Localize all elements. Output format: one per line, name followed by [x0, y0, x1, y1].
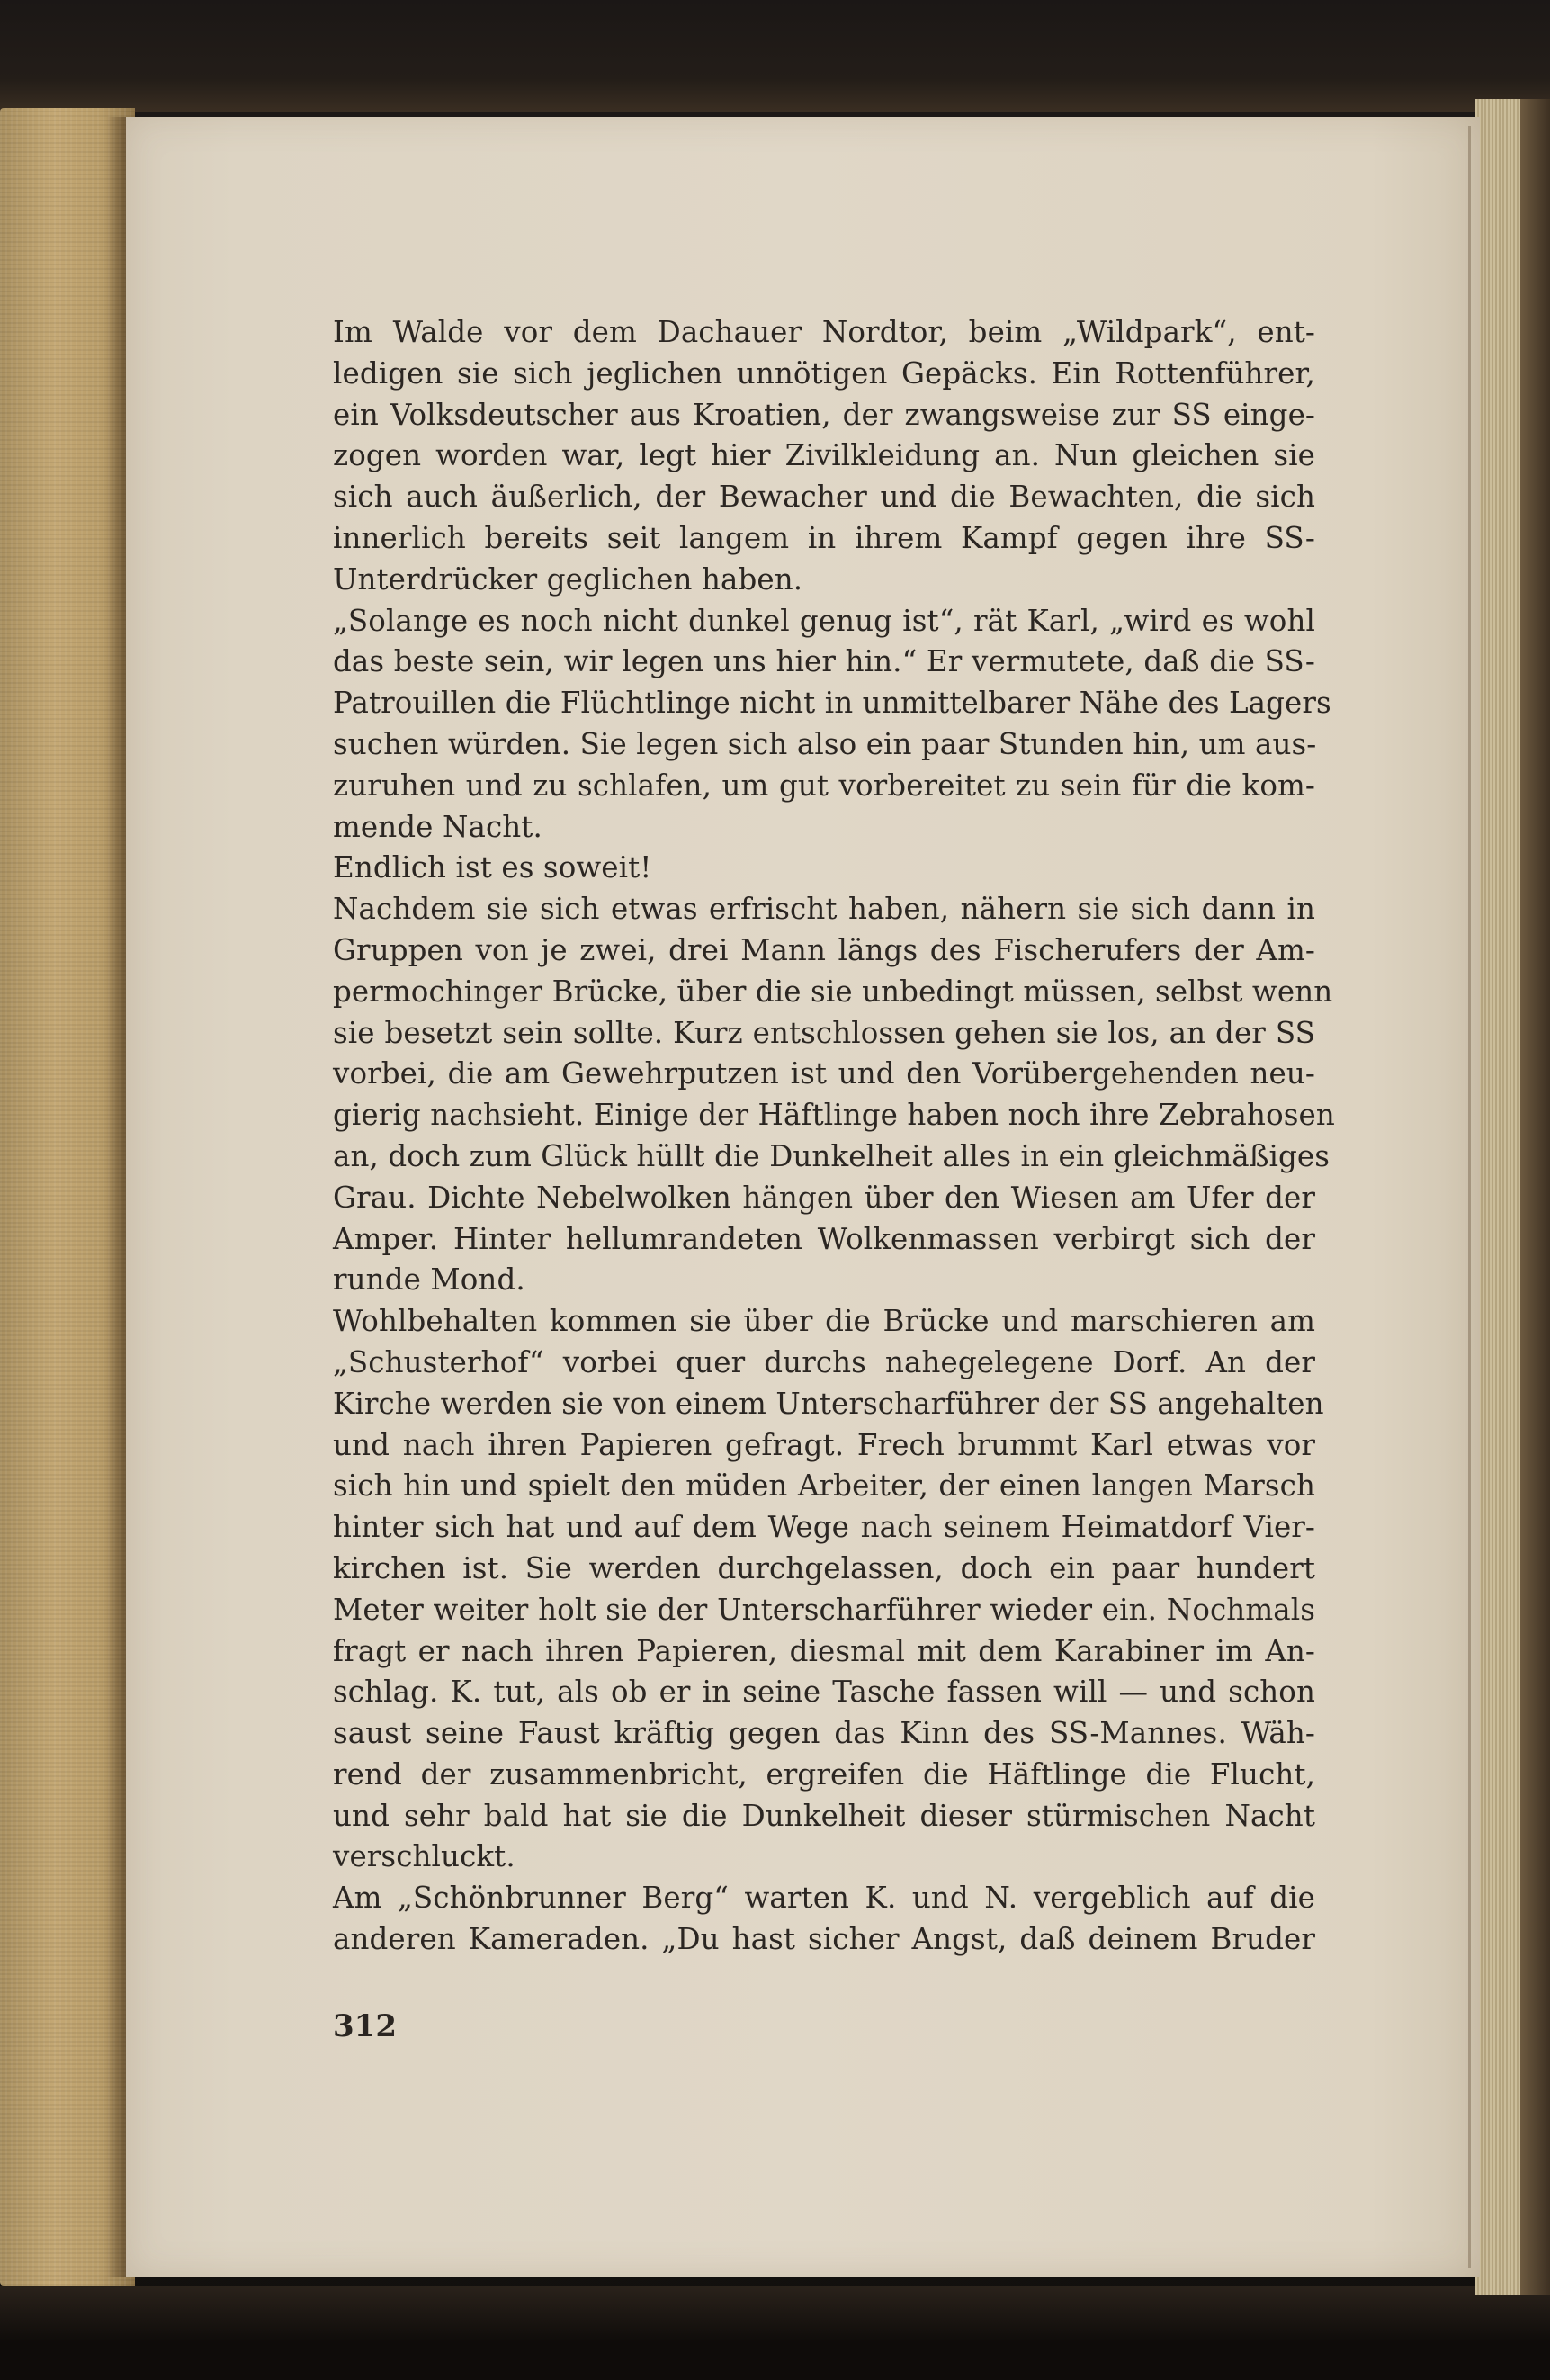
text-line: zogen worden war, legt hier Zivilkleidung an. Nun gleichen sie: [333, 438, 1315, 473]
text-line: Amper. Hinter hellumrandeten Wolkenmassen verbirgt sich der: [333, 1221, 1315, 1256]
top-shadow: [0, 0, 1550, 112]
text-line: ledigen sie sich jeglichen unnötigen Gepäcks. Ein Rottenführer,: [333, 355, 1315, 391]
text-line: mende Nacht.: [333, 809, 542, 844]
text-line: gierig nachsieht. Einige der Häftlinge haben noch ihre Zebrahosen: [333, 1098, 1335, 1133]
text-line: zuruhen und zu schlafen, um gut vorbereitet zu sein für die kom-: [333, 768, 1315, 803]
spine-shadow: [106, 117, 126, 2277]
book-cover-right-edge: [1520, 99, 1550, 2295]
text-line: sich auch äußerlich, der Bewacher und die Bewachten, die sich: [333, 480, 1315, 515]
text-line: Unterdrücker geglichen haben.: [333, 561, 803, 597]
text-line: fragt er nach ihren Papieren, diesmal mit dem Karabiner im An-: [333, 1633, 1315, 1668]
text-line: ein Volksdeutscher aus Kroatien, der zwangsweise zur SS einge-: [333, 397, 1315, 432]
text-line: „Schusterhof“ vorbei quer durchs nahegelegene Dorf. An der: [333, 1344, 1315, 1379]
text-line: saust seine Faust kräftig gegen das Kinn des SS-Mannes. Wäh-: [333, 1716, 1315, 1751]
text-line: sich hin und spielt den müden Arbeiter, der einen langen Marsch: [333, 1468, 1315, 1504]
text-line: innerlich bereits seit langem in ihrem Kampf gegen ihre SS-: [333, 520, 1315, 555]
text-line: an, doch zum Glück hüllt die Dunkelheit alles in ein gleichmäßiges: [333, 1138, 1330, 1173]
text-line: Grau. Dichte Nebelwolken hängen über den Wiesen am Ufer der: [333, 1180, 1315, 1215]
page-edge-line: [1468, 126, 1471, 2268]
text-line: Meter weiter holt sie der Unterscharführer wieder ein. Nochmals: [333, 1592, 1315, 1627]
text-line: permochinger Brücke, über die sie unbedingt müssen, selbst wenn: [333, 974, 1333, 1009]
page-number: 312: [333, 2008, 397, 2044]
text-line: „Solange es noch nicht dunkel genug ist“, rät Karl, „wird es wohl: [333, 603, 1315, 638]
text-line: hinter sich hat und auf dem Wege nach seinem Heimatdorf Vier-: [333, 1510, 1315, 1545]
text-line: Im Walde vor dem Dachauer Nordtor, beim „Wildpark“, ent-: [333, 315, 1315, 349]
text-line: Am „Schönbrunner Berg“ warten K. und N. vergeblich auf die: [333, 1881, 1315, 1916]
text-line: Wohlbehalten kommen sie über die Brücke und marschieren am: [333, 1304, 1315, 1339]
text-line: vorbei, die am Gewehrputzen ist und den Vorübergehenden neu-: [333, 1056, 1315, 1091]
text-line: rend der zusammenbricht, ergreifen die Häftlinge die Flucht,: [333, 1756, 1315, 1792]
text-line: Nachdem sie sich etwas erfrischt haben, nähern sie sich dann in: [333, 892, 1315, 927]
text-line: kirchen ist. Sie werden durchgelassen, doch ein paar hundert: [333, 1550, 1315, 1585]
text-line: runde Mond.: [333, 1262, 525, 1298]
text-line: Kirche werden sie von einem Unterscharführer der SS angehalten: [333, 1386, 1324, 1421]
text-line: sie besetzt sein sollte. Kurz entschlossen gehen sie los, an der SS: [333, 1015, 1315, 1050]
page-text: [333, 312, 1335, 1961]
text-line: Patrouillen die Flüchtlinge nicht in unmittelbarer Nähe des Lagers: [333, 686, 1331, 721]
text-line: Endlich ist es soweit!: [333, 850, 652, 885]
text-line: schlag. K. tut, als ob er in seine Tasche fassen will — und schon: [333, 1675, 1315, 1710]
text-line: und nach ihren Papieren gefragt. Frech brummt Karl etwas vor: [333, 1427, 1315, 1462]
text-line: Gruppen von je zwei, drei Mann längs des Fischerufers der Am-: [333, 932, 1315, 967]
text-line: verschluckt.: [333, 1839, 515, 1874]
bottom-shadow: [0, 2286, 1550, 2380]
text-line: und sehr bald hat sie die Dunkelheit dieser stürmischen Nacht: [333, 1798, 1315, 1833]
text-line: suchen würden. Sie legen sich also ein paar Stunden hin, um aus-: [333, 726, 1317, 761]
text-line: anderen Kameraden. „Du hast sicher Angst, daß deinem Bruder: [333, 1922, 1315, 1957]
text-line: das beste sein, wir legen uns hier hin.“ Er vermutete, daß die SS-: [333, 644, 1315, 679]
